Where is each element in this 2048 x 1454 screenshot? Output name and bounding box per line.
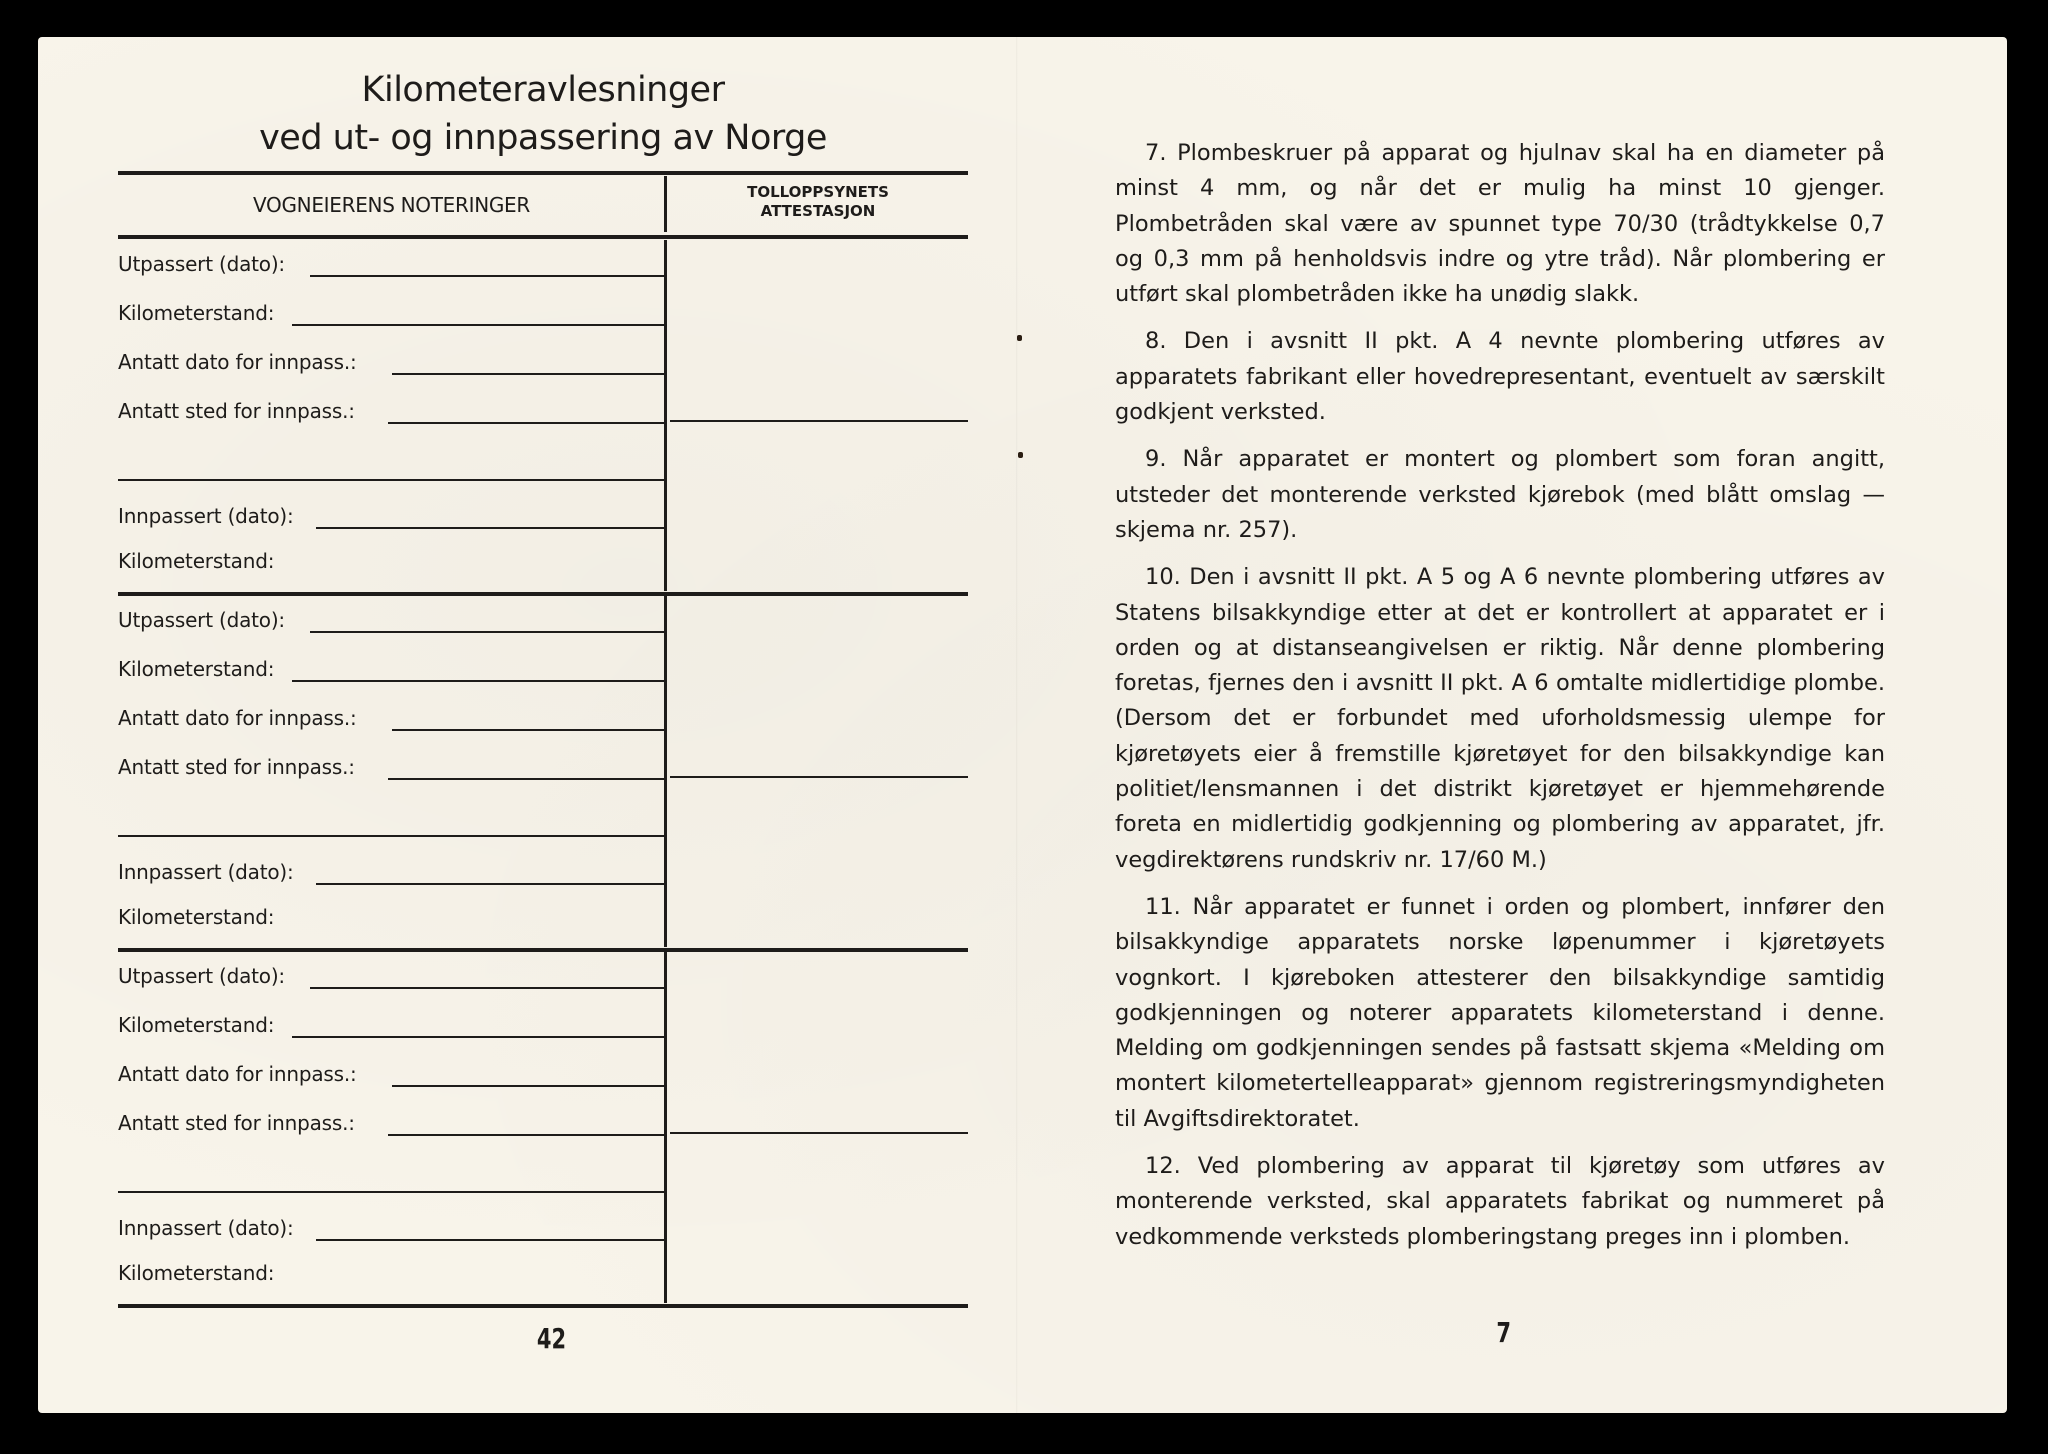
entry-line[interactable] — [388, 778, 664, 780]
column-divider — [664, 952, 667, 1303]
entry-line[interactable] — [316, 1239, 664, 1241]
field-label: Antatt sted for innpass.: — [118, 399, 355, 423]
header-divider — [664, 176, 667, 232]
entry-line[interactable] — [392, 373, 664, 375]
staple-mark-bottom — [1018, 452, 1023, 458]
page-title-line1: Kilometeravlesninger — [361, 70, 725, 110]
field-label: Kilometerstand: — [118, 905, 275, 929]
field-label: Kilometerstand: — [118, 549, 275, 573]
field-label: Kilometerstand: — [118, 1013, 275, 1037]
regulation-text — [1115, 136, 1885, 1267]
regulation-paragraph: 10. Den i avsnitt II pkt. A 5 og A 6 nevnte plombering utføres av Statens bilsakkyndige etter at det er kontrollert at apparatet er i orden og at distanseangivelsen er riktig. Når denne plombering foretas, fjernes den i avsnitt II pkt. A 6 omtalte midlertidige plombe. (Dersom det er forbundet med uforholdsmessig ulempe for kjøretøyets eier å fremstille kjøretøyet for den bilsakkyndige kan politiet/lensmannen i det distrikt kjøretøyet er hjemmehørende foreta en midlertidig godkjenning og plombering av apparatet, jfr. vegdirektørens rundskriv nr. 17/60 M.) — [1115, 564, 1885, 873]
field-label: Kilometerstand: — [118, 657, 275, 681]
column-divider — [664, 240, 667, 591]
field-label: Antatt sted for innpass.: — [118, 755, 355, 779]
column-header-customs-line2: ATTESTASJON — [760, 202, 876, 220]
page-title-line2: ved ut- og innpassering av Norge — [259, 118, 827, 158]
entry-line[interactable] — [118, 479, 664, 481]
column-header-customs-attestation — [668, 183, 968, 221]
entry-line[interactable] — [310, 275, 664, 277]
regulation-paragraph: 12. Ved plombering av apparat til kjøretøy som utføres av monterende verksted, skal apparatets fabrikat og nummeret på vedkommende verksteds plomberingstang preges inn i plomben. — [1115, 1153, 1885, 1250]
entry-line[interactable] — [292, 324, 664, 326]
field-label: Antatt dato for innpass.: — [118, 1062, 357, 1086]
entry-line[interactable] — [310, 987, 664, 989]
field-label: Innpassert (dato): — [118, 504, 294, 528]
entry-line[interactable] — [316, 527, 664, 529]
attestation-separator — [670, 1132, 968, 1134]
center-fold — [1016, 37, 1018, 1413]
entry-line[interactable] — [292, 680, 664, 682]
attestation-separator — [670, 776, 968, 778]
attestation-separator — [670, 420, 968, 422]
regulation-paragraph: 8. Den i avsnitt II pkt. A 4 nevnte plombering utføres av apparatets fabrikant eller hovedrepresentant, eventuelt av særskilt godkjent verksted. — [1115, 328, 1885, 426]
entry-line[interactable] — [388, 422, 664, 424]
entry-line[interactable] — [392, 1085, 664, 1087]
page-number-right: 7 — [1496, 1316, 1512, 1349]
column-header-owner-notes: VOGNEIERENS NOTERINGER — [253, 193, 530, 217]
entry-line[interactable] — [388, 1134, 664, 1136]
regulation-paragraph: 11. Når apparatet er funnet i orden og plombert, innfører den bilsakkyndige apparatets norske løpenummer i kjøretøyets vognkort. I kjøreboken attesterer den bilsakkyndige samtidig godkjenningen og noterer apparatets kilometerstand i denne. Melding om godkjenningen sendes på fastsatt skjema «Melding om montert kilometertelleapparat» gjennom registreringsmyndigheten til Avgiftsdirektoratet. — [1115, 893, 1885, 1132]
entry-line[interactable] — [292, 1036, 664, 1038]
entry-line[interactable] — [310, 631, 664, 633]
entry-line[interactable] — [118, 1191, 664, 1193]
field-label: Kilometerstand: — [118, 301, 275, 325]
entry-line[interactable] — [316, 883, 664, 885]
table-top-rule — [118, 171, 968, 175]
field-label: Antatt dato for innpass.: — [118, 350, 357, 374]
regulation-paragraph: 9. Når apparatet er montert og plombert som foran angitt, utsteder det monterende verksted kjørebok (med blått omslag — skjema nr. 257). — [1115, 446, 1885, 543]
entry-line[interactable] — [118, 835, 664, 837]
field-label: Utpassert (dato): — [118, 964, 285, 988]
field-label: Innpassert (dato): — [118, 1216, 294, 1240]
staple-mark-top — [1017, 335, 1022, 341]
section-bottom-rule — [118, 592, 968, 596]
field-label: Antatt dato for innpass.: — [118, 706, 357, 730]
field-label: Utpassert (dato): — [118, 252, 285, 276]
header-bottom-rule — [118, 235, 968, 239]
section-bottom-rule — [118, 948, 968, 952]
field-label: Utpassert (dato): — [118, 608, 285, 632]
section-bottom-rule — [118, 1304, 968, 1308]
field-label: Innpassert (dato): — [118, 860, 294, 884]
field-label: Antatt sted for innpass.: — [118, 1111, 355, 1135]
field-label: Kilometerstand: — [118, 1261, 275, 1285]
entry-line[interactable] — [392, 729, 664, 731]
column-header-customs-line1: TOLLOPPSYNETS — [747, 183, 889, 201]
column-divider — [664, 596, 667, 947]
regulation-paragraph: 7. Plombeskruer på apparat og hjulnav skal ha en diameter på minst 4 mm, og når det er mulig ha minst 10 gjenger. Plombetråden skal være av spunnet type 70/30 (trådtykkelse 0,7 og 0,3 mm på henholdsvis indre og ytre tråd). Når plombering er utført skal plombetråden ikke ha unødig slakk. — [1115, 140, 1885, 308]
page-number-left: 42 — [536, 1322, 567, 1355]
